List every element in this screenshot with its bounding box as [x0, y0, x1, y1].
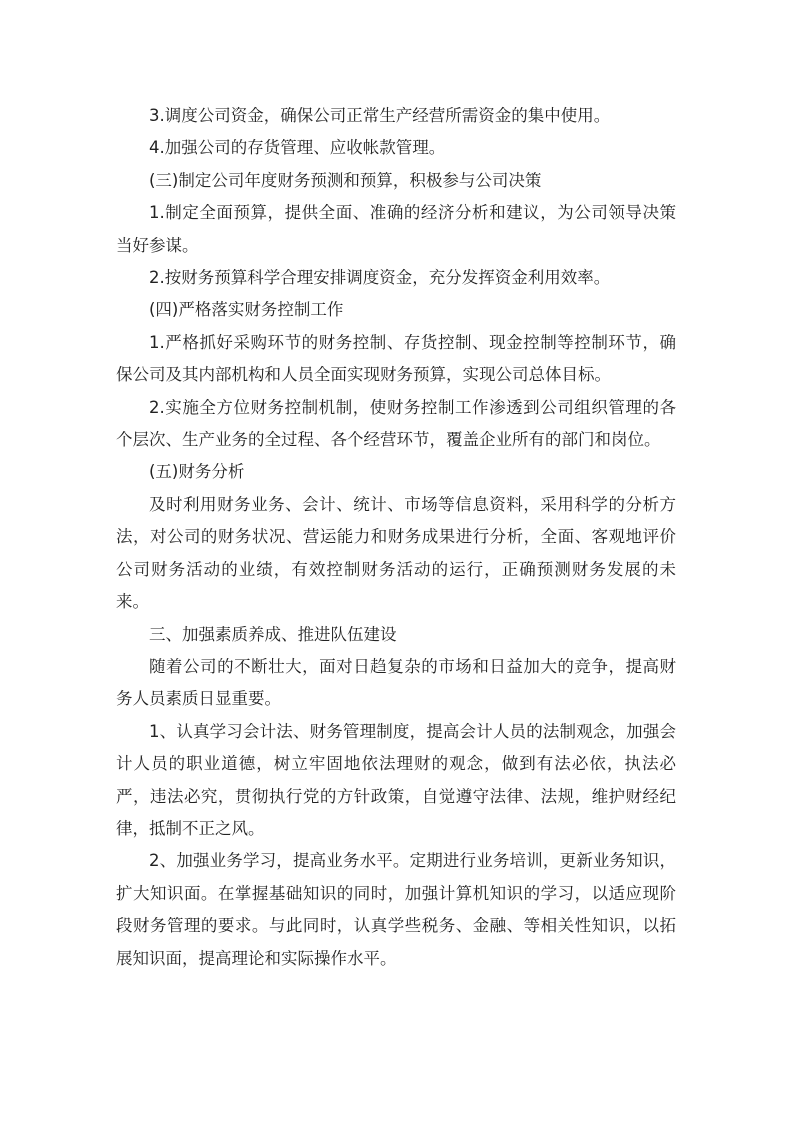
paragraph: 2、加强业务学习，提高业务水平。定期进行业务培训，更新业务知识，扩大知识面。在掌握基础知识的同时，加强计算机知识的学习，以适应现阶段财务管理的要求。与此同时，认真学些税务、金融、等相关性知识，以拓展知识面，提高理论和实际操作水平。: [116, 851, 676, 968]
paragraph: 1、认真学习会计法、财务管理制度，提高会计人员的法制观念，加强会计人员的职业道德，树立牢固地依法理财的观念，做到有法必依，执法必严，违法必究，贯彻执行党的方针政策，自觉遵守法律、法规，维护财经纪律，抵制不正之风。: [116, 721, 676, 838]
paragraph: 1.严格抓好采购环节的财务控制、存货控制、现金控制等控制环节，确保公司及其内部机构和人员全面实现财务预算，实现公司总体目标。: [116, 332, 676, 385]
paragraph: 3.调度公司资金，确保公司正常生产经营所需资金的集中使用。: [149, 106, 611, 125]
paragraph: 2.实施全方位财务控制机制，使财务控制工作渗透到公司组织管理的各个层次、生产业务的全过程、各个经营环节，覆盖企业所有的部门和岗位。: [116, 397, 676, 450]
section-heading: (四)严格落实财务控制工作: [149, 300, 344, 320]
section-heading: 三、加强素质养成、推进队伍建设: [149, 624, 397, 644]
paragraph: 4.加强公司的存货管理、应收帐款管理。: [149, 138, 446, 158]
paragraph: 1.制定全面预算，提供全面、准确的经济分析和建议，为公司领导决策当好参谋。: [116, 203, 676, 255]
document-page: [116, 100, 676, 975]
paragraph: 随着公司的不断壮大，面对日趋复杂的市场和日益加大的竞争，提高财务人员素质日显重要。: [116, 656, 676, 709]
section-heading: (五)财务分析: [149, 462, 245, 482]
paragraph: 2.按财务预算科学合理安排调度资金，充分发挥资金利用效率。: [149, 268, 611, 288]
section-heading: (三)制定公司年度财务预测和预算，积极参与公司决策: [149, 170, 542, 190]
paragraph: 及时利用财务业务、会计、统计、市场等信息资料，采用科学的分析方法，对公司的财务状况、营运能力和财务成果进行分析，全面、客观地评价公司财务活动的业绩，有效控制财务活动的运行，正确预测财务发展的未来。: [116, 494, 676, 612]
